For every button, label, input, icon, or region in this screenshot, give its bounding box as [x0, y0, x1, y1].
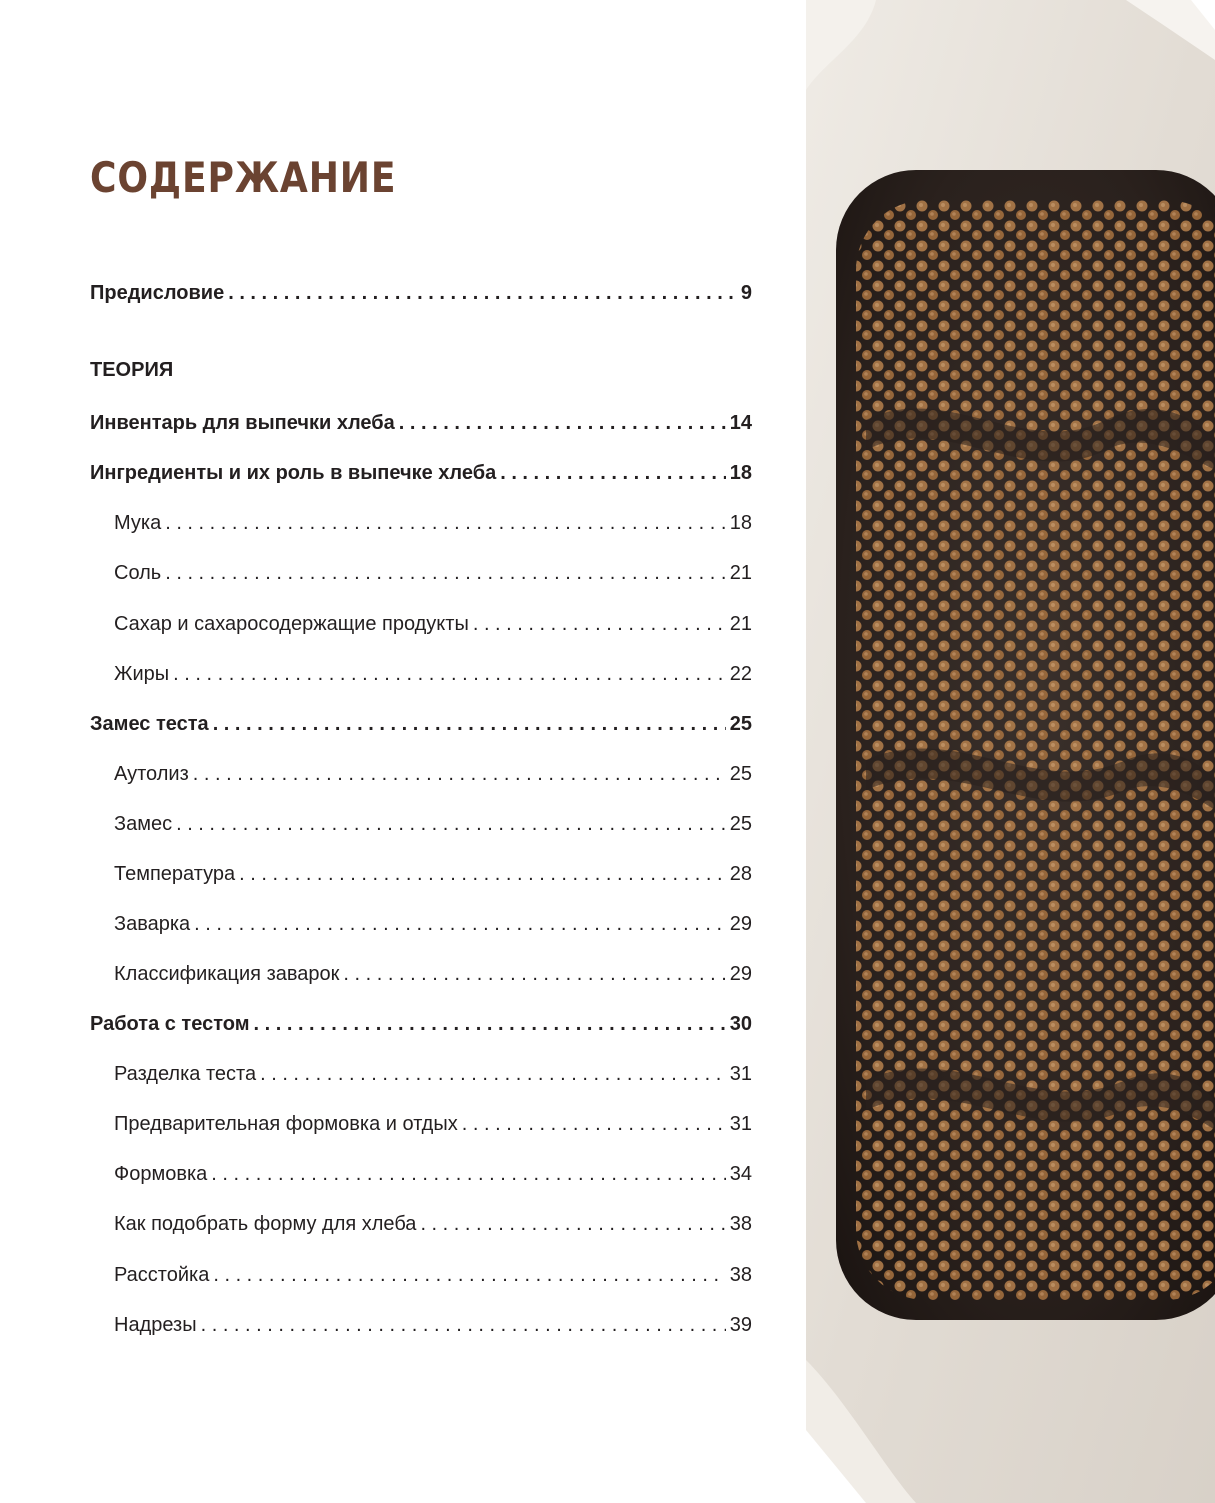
toc-entry-page: 14 [729, 412, 752, 434]
toc-entry-label: Классификация заварок [114, 963, 340, 985]
leader-dots [176, 812, 726, 836]
toc-entry-proofing[interactable] [114, 1257, 752, 1287]
toc-entry-label: Замес теста [90, 713, 209, 735]
toc-entry-equipment[interactable] [90, 405, 752, 435]
leader-dots [193, 762, 726, 786]
toc-entry-flour[interactable] [114, 505, 752, 535]
toc-entry-scald[interactable] [114, 906, 752, 936]
toc-entry-label: Замес [114, 813, 173, 835]
toc-entry-mixing[interactable] [114, 806, 752, 836]
toc-entry-scald-types[interactable] [114, 956, 752, 986]
toc-entry-shaping[interactable] [114, 1156, 752, 1186]
toc-entry-label: Мука [114, 512, 162, 534]
leader-dots [420, 1212, 725, 1236]
leader-dots [165, 511, 726, 535]
bread-photo-icon [806, 0, 1215, 1503]
leader-dots [239, 862, 726, 886]
toc-entry-autolysis[interactable] [114, 756, 752, 786]
leader-dots [213, 1263, 725, 1287]
toc-entry-page: 38 [729, 1213, 752, 1235]
toc-entry-preshaping[interactable] [114, 1106, 752, 1136]
leader-dots [500, 461, 726, 485]
toc-entry-page: 28 [729, 863, 752, 885]
toc-entry-dividing[interactable] [114, 1056, 752, 1086]
toc-entry-temperature[interactable] [114, 856, 752, 886]
leader-dots [343, 962, 725, 986]
section-heading-theory: ТЕОРИЯ [90, 359, 174, 381]
toc-entry-salt[interactable] [114, 555, 752, 585]
leader-dots [213, 712, 726, 736]
toc-entry-page: 31 [729, 1113, 752, 1135]
toc-entry-dough-work[interactable] [90, 1006, 752, 1036]
toc-entry-kneading[interactable] [90, 706, 752, 736]
leader-dots [399, 411, 726, 435]
toc-entry-page: 30 [729, 1013, 752, 1035]
toc-entry-preface[interactable] [90, 275, 752, 305]
toc-entry-label: Аутолиз [114, 763, 189, 785]
toc-entry-page: 25 [729, 763, 752, 785]
toc-entry-sugar[interactable] [114, 606, 752, 636]
toc-entry-page: 29 [729, 963, 752, 985]
toc-entry-page: 31 [729, 1063, 752, 1085]
toc-entry-label: Сахар и сахаросодержащие продукты [114, 613, 469, 635]
toc-entry-label: Надрезы [114, 1314, 197, 1336]
leader-dots [165, 561, 726, 585]
toc-entry-label: Разделка теста [114, 1063, 257, 1085]
leader-dots [211, 1162, 725, 1186]
leader-dots [253, 1012, 725, 1036]
toc-entry-page: 21 [729, 562, 752, 584]
toc-entry-label: Жиры [114, 663, 170, 685]
toc-entry-fats[interactable] [114, 656, 752, 686]
leader-dots [201, 1313, 726, 1337]
toc-entry-label: Заварка [114, 913, 191, 935]
toc-entry-label: Расстойка [114, 1264, 210, 1286]
toc-entry-pan-choice[interactable] [114, 1206, 752, 1236]
toc-entry-label: Соль [114, 562, 162, 584]
toc-entry-page: 9 [740, 282, 752, 304]
toc-entry-page: 18 [729, 462, 752, 484]
leader-dots [462, 1112, 726, 1136]
toc-entry-label: Формовка [114, 1163, 208, 1185]
toc-entry-page: 25 [729, 713, 752, 735]
toc-entry-label: Предисловие [90, 282, 225, 304]
toc-entry-label: Как подобрать форму для хлеба [114, 1213, 417, 1235]
toc-entry-page: 18 [729, 512, 752, 534]
toc-title: СОДЕРЖАНИЕ [90, 153, 397, 202]
toc-entry-page: 34 [729, 1163, 752, 1185]
toc-entry-page: 38 [729, 1264, 752, 1286]
toc-entry-page: 21 [729, 613, 752, 635]
bread-photo [806, 0, 1215, 1503]
toc-entry-page: 25 [729, 813, 752, 835]
leader-dots [173, 662, 726, 686]
toc-entry-label: Ингредиенты и их роль в выпечке хлеба [90, 462, 497, 484]
leader-dots [194, 912, 726, 936]
toc-entry-page: 39 [729, 1314, 752, 1336]
leader-dots [260, 1062, 726, 1086]
toc-entry-ingredients[interactable] [90, 455, 752, 485]
toc-entry-label: Инвентарь для выпечки хлеба [90, 412, 395, 434]
leader-dots [473, 612, 726, 636]
leader-dots [228, 281, 737, 305]
toc-entry-page: 22 [729, 663, 752, 685]
toc-entry-label: Работа с тестом [90, 1013, 250, 1035]
toc-entry-label: Предварительная формовка и отдых [114, 1113, 458, 1135]
toc-entry-page: 29 [729, 913, 752, 935]
toc-entry-label: Температура [114, 863, 236, 885]
toc-entry-scoring[interactable] [114, 1307, 752, 1337]
